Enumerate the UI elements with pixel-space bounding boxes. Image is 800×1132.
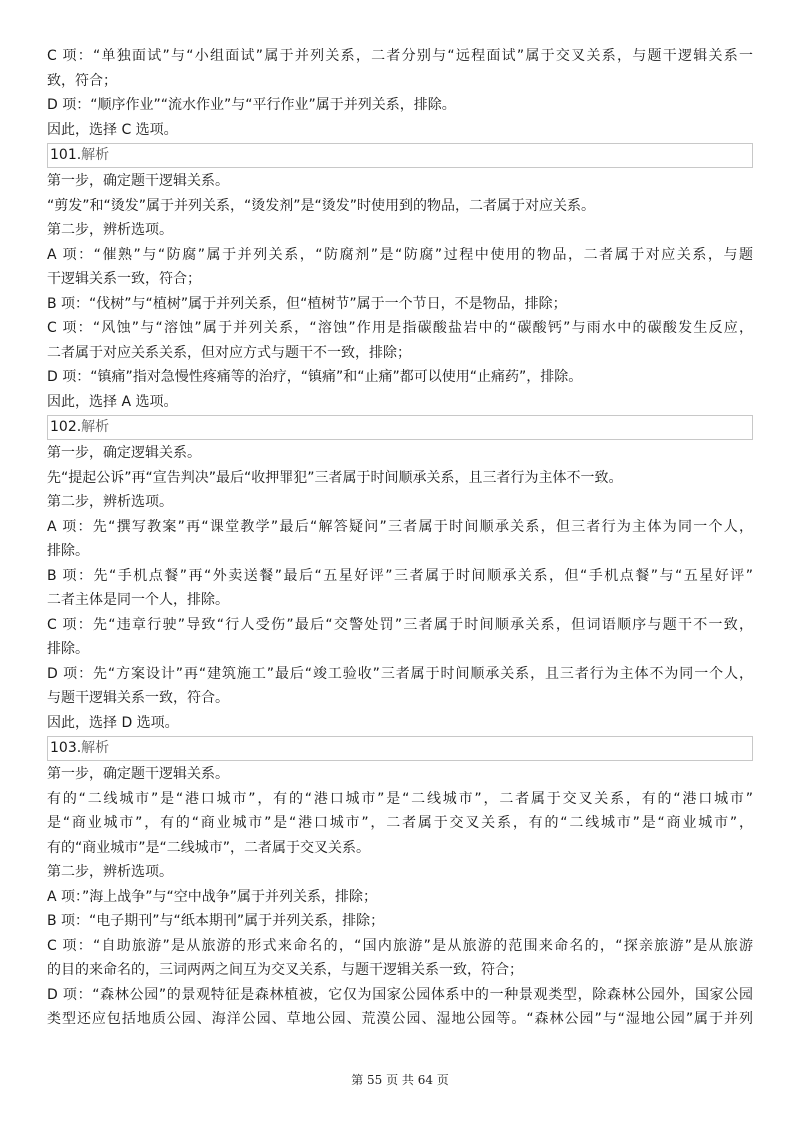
text-line: C 项：“自助旅游”是从旅游的形式来命名的，“国内旅游”是从旅游的范围来命名的，“探亲旅游”是从旅游 [47,937,753,954]
text-line: A 项：“催熟”与“防腐”属于并列关系，“防腐剂”是“防腐”过程中使用的物品，二者属于对应关系，与题 [47,246,753,263]
text-line: 的目的来命名的，三词两两之间互为交叉关系，与题干逻辑关系一致，符合； [47,962,523,978]
section-header-103 [47,736,753,761]
text-line: 致，符合； [47,72,117,89]
text-line: “剪发”和“烫发”属于并列关系，“烫发剂”是“烫发”时使用到的物品，二者属于对应关系。 [47,197,596,214]
text-line: 有的“商业城市”是“二线城市”，二者属于交叉关系。 [47,839,371,856]
text-line: 因此，选择 D 选项。 [47,714,179,731]
text-line: 干逻辑关系一致，符合； [47,271,201,287]
text-line: 类型还应包括地质公园、海洋公园、草地公园、荒漠公园、湿地公园等。“森林公园”与“湿地公园”属于并列 [47,1011,753,1027]
question-number: 102. [50,419,82,435]
analysis-body-102 [47,441,753,735]
text-line: 是“商业城市”，有的“商业城市”是“港口城市”，二者属于交叉关系，有的“二线城市”是“商业城市”， [47,815,753,831]
text-line: 先“提起公诉”再“宣告判决”最后“收押罪犯”三者属于时间顺承关系，且三者行为主体不一致。 [47,469,623,486]
page-footer: 第 55 页 共 64 页 [351,1073,449,1087]
question-number: 103. [50,740,82,756]
text-line: 二者主体是同一个人，排除。 [47,592,229,608]
text-line: A 项：先“撰写教案”再“课堂教学”最后“解答疑问”三者属于时间顺承关系，但三者行为主体为同一个人， [47,518,753,535]
text-line: 第二步，辨析选项。 [47,494,173,510]
text-line: 排除。 [47,543,89,559]
text-line: D 项：“顺序作业”“流水作业”与“平行作业”属于并列关系，排除。 [47,97,456,113]
analysis-label: 解析 [81,147,110,163]
text-line: 第一步，确定题干逻辑关系。 [47,766,229,782]
text-line: B 项：“电子期刊”与“纸本期刊”属于并列关系，排除； [47,913,385,929]
text-line: B 项：先“手机点餐”再“外卖送餐”最后“五星好评”三者属于时间顺承关系，但“手机点餐”与“五星好评” [47,567,753,584]
question-number: 101. [50,147,82,163]
analysis-label: 解析 [81,419,110,435]
text-line: D 项：“镇痛”指对急慢性疼痛等的治疗，“镇痛”和“止痛”都可以使用“止痛药”，排除。 [47,369,583,385]
text-line: 因此，选择 C 选项。 [47,121,178,138]
analysis-body-101 [47,169,753,414]
document-page [47,44,753,1032]
text-line: D 项：先“方案设计”再“建筑施工”最后“竣工验收”三者属于时间顺承关系，且三者行为主体不为同一个人， [47,665,753,682]
section-header-102 [47,415,753,440]
section-header-101 [47,143,753,168]
text-line: 第一步，确定逻辑关系。 [47,445,201,461]
text-line: 与题干逻辑关系一致，符合。 [47,690,229,706]
text-line: C 项：先“违章行驶”导致“行人受伤”最后“交警处罚”三者属于时间顺承关系，但词语顺序与题干不一致， [47,616,753,633]
analysis-label: 解析 [81,740,110,756]
text-line: 排除。 [47,641,89,657]
previous-answer-continuation [47,44,753,142]
text-line: D 项：“森林公园”的景观特征是森林植被，它仅为国家公园体系中的一种景观类型，除森林公园外，国家公园 [47,986,753,1003]
text-line: C 项：“单独面试”与“小组面试”属于并列关系，二者分别与“远程面试”属于交叉关系，与题干逻辑关系一 [47,48,753,64]
text-line: 因此，选择 A 选项。 [47,393,178,410]
text-line: 第一步，确定题干逻辑关系。 [47,173,229,189]
text-line: 二者属于对应关系关系，但对应方式与题干不一致，排除； [47,344,411,361]
text-line: B 项：“伐树”与“植树”属于并列关系，但“植树节”属于一个节日，不是物品，排除； [47,295,567,312]
text-line: 第二步，辨析选项。 [47,222,173,238]
text-line: 第二步，辨析选项。 [47,864,173,880]
text-line: C 项：“风蚀”与“溶蚀”属于并列关系，“溶蚀”作用是指碳酸盐岩中的“碳酸钙”与雨水中的碳酸发生反应， [47,320,753,336]
analysis-body-103 [47,762,753,1032]
text-line: A 项：”海上战争”与“空中战争”属于并列关系，排除； [47,888,378,905]
text-line: 有的“二线城市”是“港口城市”，有的“港口城市”是“二线城市”，二者属于交叉关系，有的“港口城市” [47,790,753,807]
